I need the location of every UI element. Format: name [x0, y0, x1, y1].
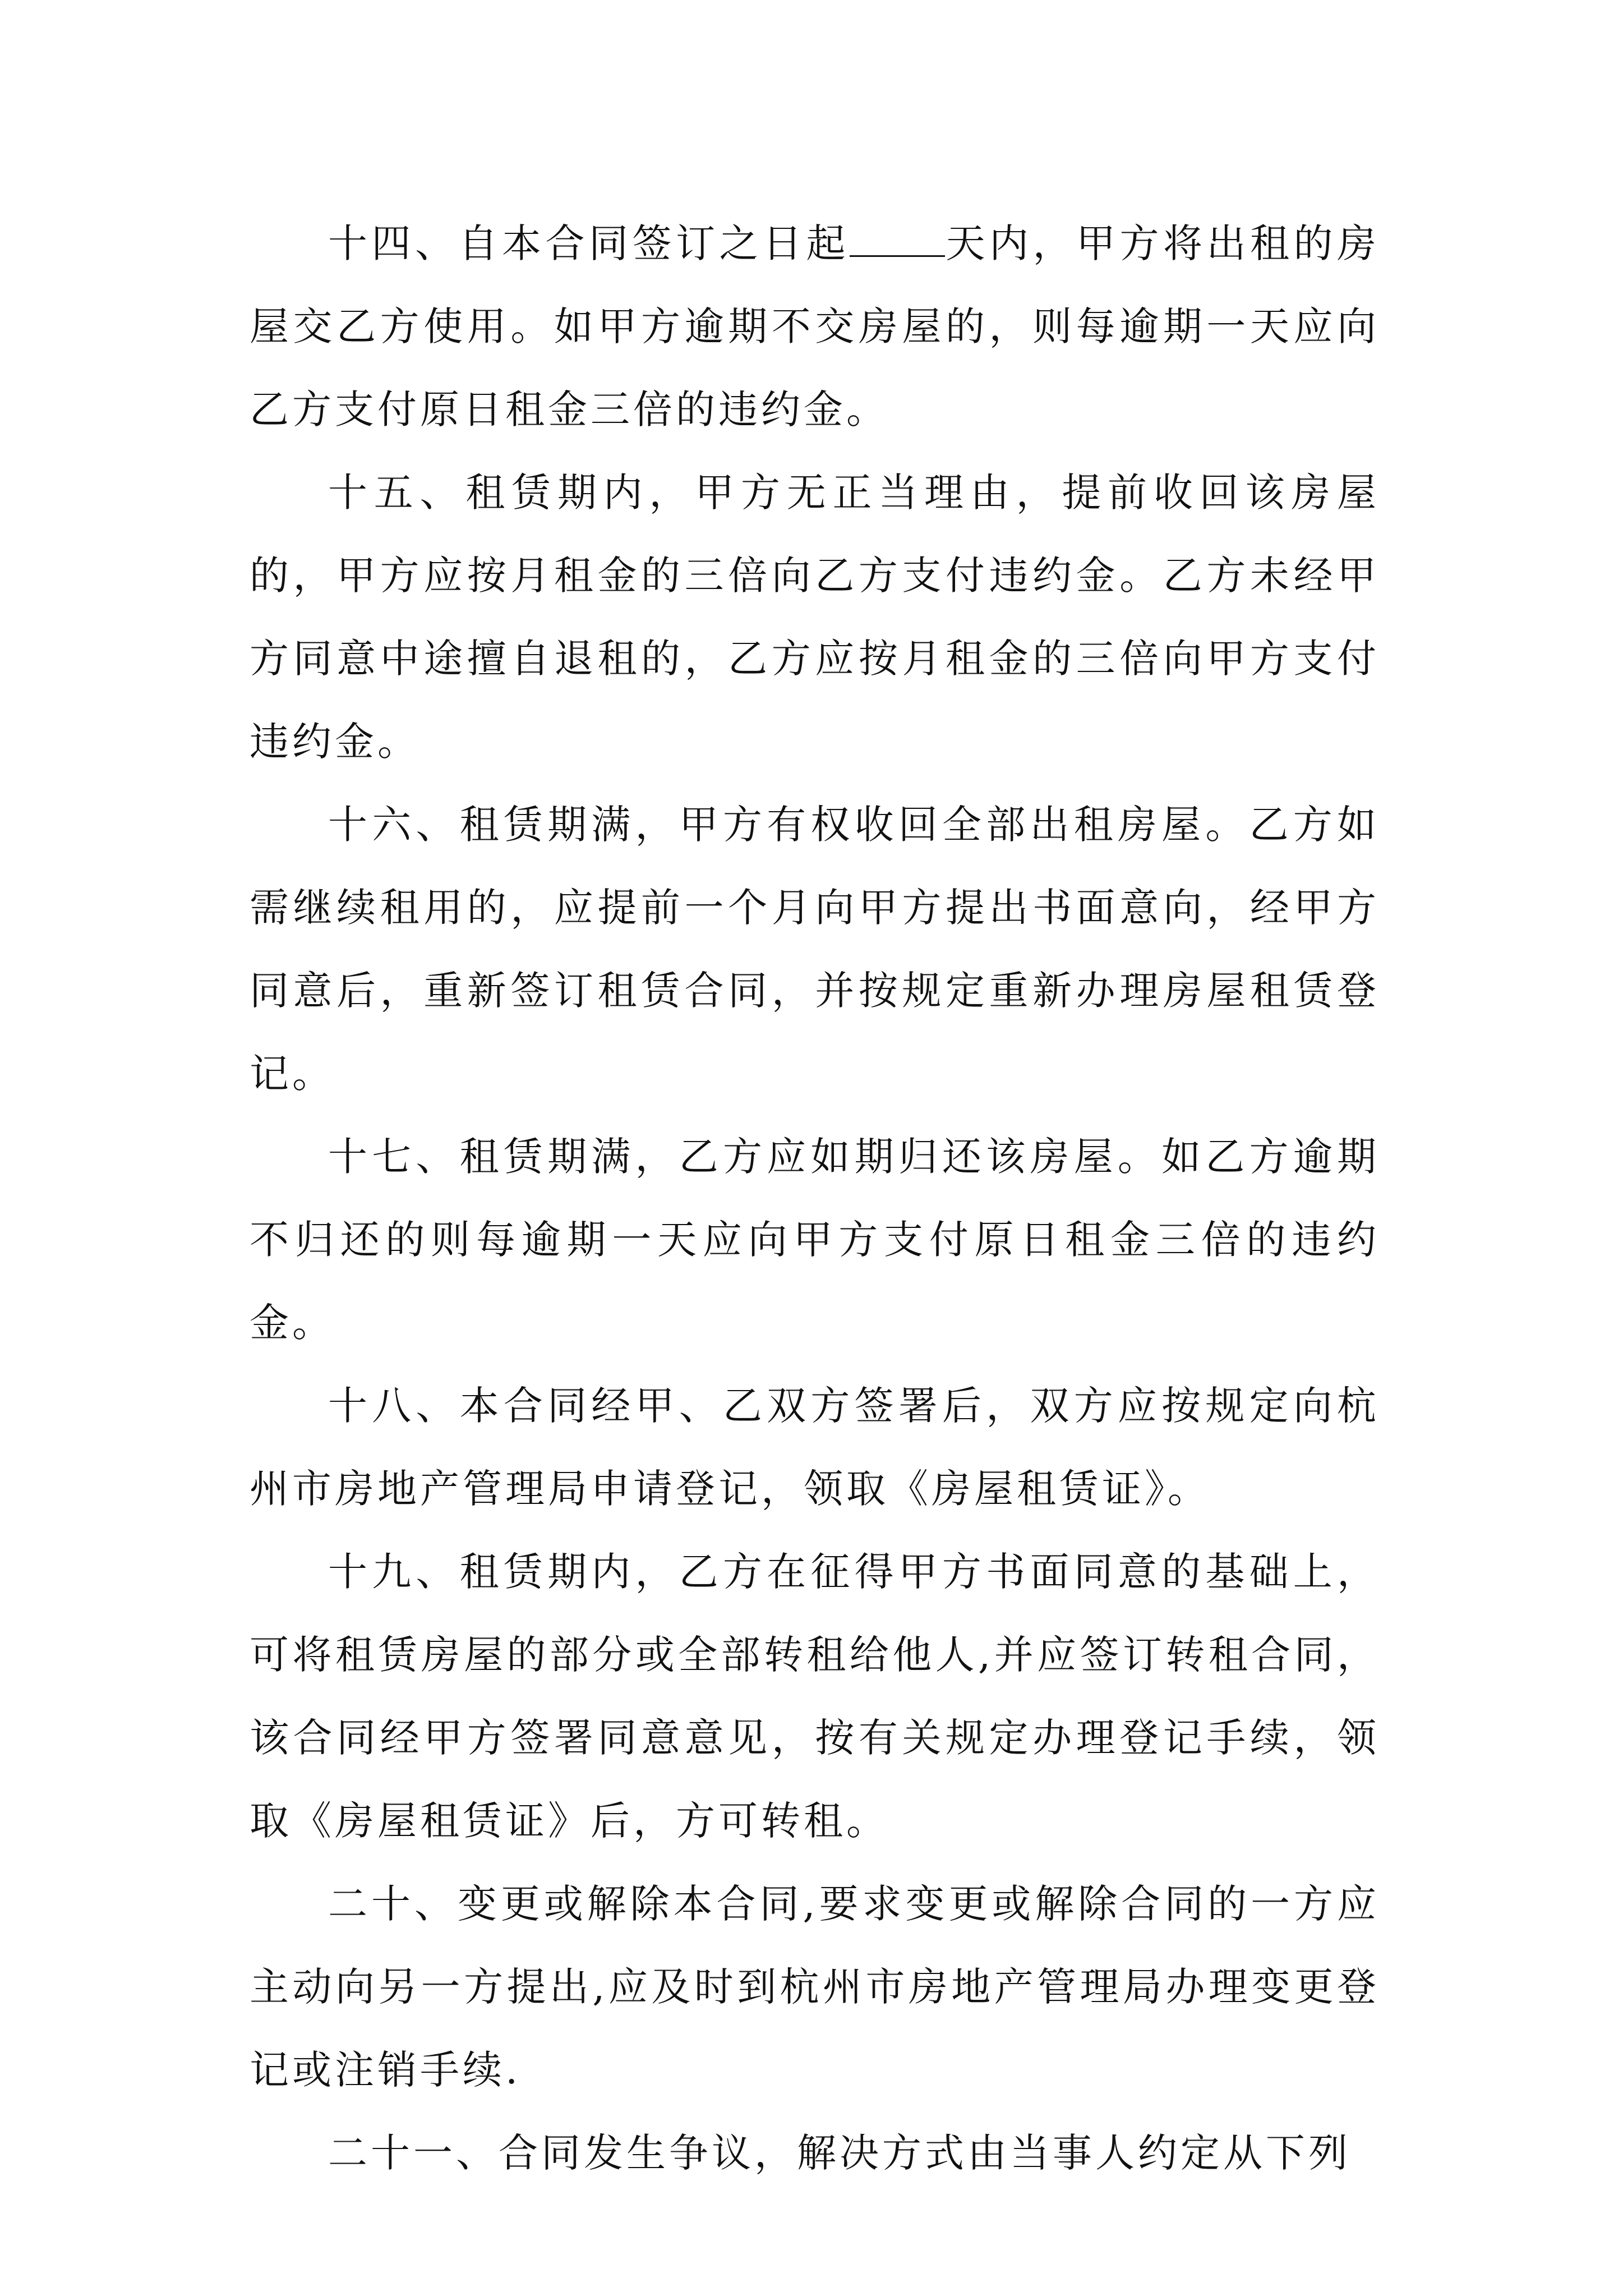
clause-21: 二十一、合同发生争议，解决方式由当事人约定从下列: [328, 2130, 1351, 2176]
clause-16: 十六、租赁期满，甲方有权收回全部出租房屋。乙方如需继续租用的，应提前一个月向甲方提出书面意向，经甲方同意后，重新签订租赁合同，并按规定重新办理房屋租赁登记。: [250, 802, 1380, 1097]
clause-14-text-before-blank: 十四、自本合同签订之日起: [328, 220, 850, 266]
clause-20: 二十、变更或解除本合同,要求变更或解除合同的一方应主动向另一方提出,应及时到杭州市房地产管理局办理变更登记或注销手续.: [250, 1881, 1380, 2093]
clause-17: 十七、租赁期满，乙方应如期归还该房屋。如乙方逾期不归还的则每逾期一天应向甲方支付原日租金三倍的违约金。: [250, 1134, 1380, 1346]
clause-15: 十五、租赁期内，甲方无正当理由，提前收回该房屋的，甲方应按月租金的三倍向乙方支付违约金。乙方未经甲方同意中途擅自退租的，乙方应按月租金的三倍向甲方支付违约金。: [250, 470, 1380, 765]
clause-14: [250, 202, 1380, 451]
clause-19: 十九、租赁期内，乙方在征得甲方书面同意的基础上，可将租赁房屋的部分或全部转租给他人,并应签订转租合同，该合同经甲方签署同意意见，按有关规定办理登记手续，领取《房屋租赁证》后，方可转租。: [250, 1549, 1380, 1844]
fill-in-blank-days: [850, 224, 945, 257]
clause-14-text-after-blank: 天内，甲方将出租的房屋交乙方使用。如甲方逾期不交房屋的，则每逾期一天应向乙方支付原日租金三倍的违约金。: [250, 220, 1380, 432]
contract-body: [250, 202, 1380, 2194]
clause-18: 十八、本合同经甲、乙双方签署后，双方应按规定向杭州市房地产管理局申请登记，领取《房屋租赁证》。: [250, 1383, 1380, 1512]
